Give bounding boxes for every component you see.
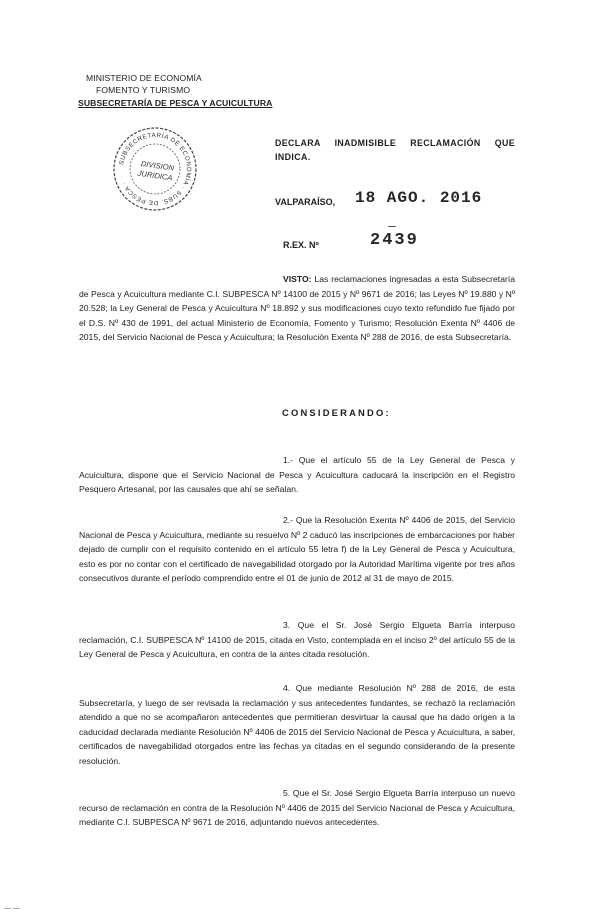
considerando-item-2: 2.- Que la Resolución Exenta Nº 4406 de 2015, del Servicio Nacional de Pesca y Acuicultura, mediante su resuelvo Nº 2 caducó las inscripciones de embarcaciones por haber dejado de cumplir con el requisito contenido en el artículo 55 letra f) de la Ley General de Pesca y Acuicultura, esto es por no contar con el certificado de navegabilidad otorgado por la Autoridad Marítima vigente por tres años consecutivos durante el período comprendido entre el 01 de junio de 2012 al 31 de mayo de 2015. <box>79 515 515 584</box>
seal-ring-text: SUBSECRETARÍA DE ECONOMÍA · SUBS. DE PESCA · <box>118 131 193 207</box>
rex-label: R.EX. Nº <box>283 240 319 250</box>
ministry-name: MINISTERIO DE ECONOMÍA <box>86 73 202 83</box>
considerando-item-5: 5. Que el Sr. José Sergio Elgueta Barría interpuso un nuevo recurso de reclamación en contra de la Resolución Nº 4406 de 2015 del Servicio Nacional de Pesca y Acuicultura, mediante C.I. SUBPESCA Nº 9671 de 2016, adjuntando nuevos antecedentes. <box>79 788 515 828</box>
date-stamp: 18 AGO. 2016 <box>355 189 483 207</box>
seal-center-line2: JURIDICA <box>137 168 174 183</box>
resolution-title-line2: INDICA. <box>275 152 311 162</box>
seal-center-line1: DIVISION <box>140 159 175 173</box>
resolution-title-line1: DECLARA INADMISIBLE RECLAMACIÓN QUE <box>275 138 515 148</box>
visto-label: VISTO: <box>283 274 312 284</box>
visto-text: Las reclamaciones ingresadas a esta Subsecretaría de Pesca y Acuicultura mediante C.I. SUBPESCA Nº 14100 de 2015 y Nº 9671 de 2016; las Leyes Nº 19.880 y Nº 20.528; la Ley General de Pesca y Acuicultura Nº 18.892 y sus modificaciones cuyo texto refundido fue fijado por el D.S. Nº 430 de 1991, del actual Ministerio de Economía, Fomento y Turismo; Resolución Exenta Nº 4406 de 2015, del Servicio Nacional de Pesca y Acuicultura; la Resolución Exenta Nº 288 de 2016, de esta Subsecretaría. <box>79 274 516 343</box>
visto-paragraph <box>79 272 515 345</box>
divider-mark <box>388 226 396 227</box>
rex-number: 2439 <box>370 231 419 250</box>
date-label: VALPARAÍSO, <box>275 197 336 207</box>
footer-scan-mark: — — <box>4 905 20 912</box>
division-juridica-seal <box>112 126 198 212</box>
considerando-item-3: 3. Que el Sr. José Sergio Elgueta Barría interpuso reclamación, C.I. SUBPESCA Nº 14100 de 2015, citada en Visto, contemplada en el inciso 2º del artículo 55 de la Ley General de Pesca y Acuicultura, en contra de la antes citada resolución. <box>79 620 515 660</box>
considerando-item-4: 4. Que mediante Resolución Nº 288 de 2016, de esta Subsecretaría, y luego de ser revisada la reclamación y sus antecedentes fundantes, se rechazó la reclamación atendido a que no se acompañaron antecedentes que permitieran desvirtuar la causal que ha dado origen a la caducidad declarada mediante Resolución Nº 4406 de 2015 del Servicio Nacional de Pesca y Acuicultura, a saber, certificados de navegabilidad otorgados entre las fechas ya citadas en el segundo considerando de la presente resolución. <box>79 683 515 766</box>
considerando-item-1: 1.- Que el artículo 55 de la Ley General de Pesca y Acuicultura, dispone que el Servicio Nacional de Pesca y Acuicultura caducará la inscripción en el Registro Pesquero Artesanal, por las causales que ahí se señalan. <box>79 455 515 495</box>
subsecretaria-name: SUBSECRETARÍA DE PESCA Y ACUICULTURA <box>78 98 273 108</box>
ministry-subtitle: FOMENTO Y TURISMO <box>96 85 191 95</box>
considerando-heading: CONSIDERANDO: <box>282 407 391 418</box>
seal-stamp-icon <box>112 126 198 212</box>
